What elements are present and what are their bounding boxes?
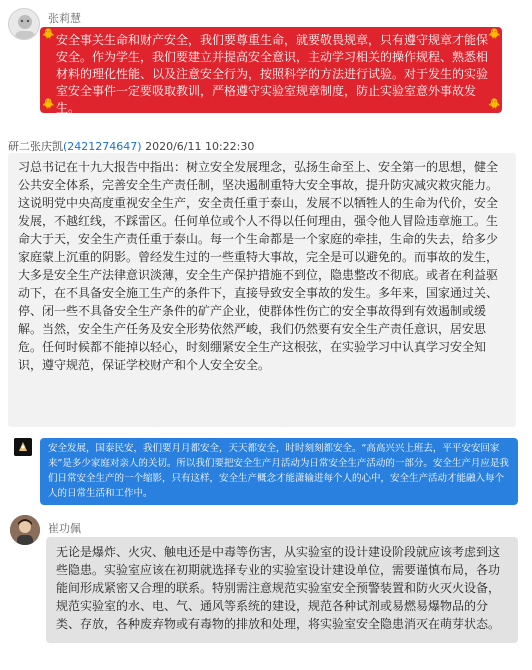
avatar[interactable] xyxy=(10,515,40,545)
sender-name: 张莉慧 xyxy=(48,12,81,25)
avatar[interactable] xyxy=(14,438,32,456)
user-avatar-icon xyxy=(14,438,32,456)
message-bubble[interactable] xyxy=(46,537,518,643)
message-bubble[interactable] xyxy=(8,153,516,427)
user-avatar-icon xyxy=(9,9,40,40)
bubble-decoration-icon: 🐥 xyxy=(42,99,55,110)
bubble-decoration-icon: 🐥 xyxy=(488,29,501,40)
sender-id-link[interactable]: (2421274647) xyxy=(63,140,142,153)
message-text: 无论是爆炸、火灾、触电还是中毒等伤害，从实验室的设计建设阶段就应该考虑到这些隐患。实验室应该在初期就选择专业的实验室设计建设单位，需要谨慎布局，各功能间形成紧密又合理的联系。特别需注意规范实验室安全预警装置和防火灭火设备，规范实验室的水、电、气、通风等系统的建设，规范各种试剂或易燃易爆物品的分类、存放，各种废弃物或有毒物的排放和处理，将实验室安全隐患消灭在萌芽状态。 xyxy=(56,545,501,631)
avatar[interactable] xyxy=(8,8,40,40)
sender-name[interactable]: 研二张庆凯 xyxy=(8,140,63,153)
message-timestamp: 2020/6/11 10:22:30 xyxy=(145,140,255,153)
message-text: 习总书记在十九大报告中指出：树立安全发展理念，弘扬生命至上、安全第一的思想，健全公共安全体系，完善安全生产责任制，坚决遏制重特大安全事故，提升防灾减灾救灾能力。这说明党中央高度重视安全生产，安全责任重于泰山，发展不以牺牲人的生命为代价，安全发展，不越红线，不踩雷区。任何单位或个人不得以任何理由，强令他人冒险违章施工。生命大于天，安全生产责任重于泰山。每一个生命都是一个家庭的牵挂，生命的失去，给多少家庭蒙上沉重的阴影。曾经发生过的一些重特大事故，完全是可以避免的。而事故的发生，大多是安全生产法律意识淡薄，安全生产保护措施不到位，隐患整改不彻底。或者在利益驱动下，在不具备安全施工生产的条件下，直接导致安全事故的发生。多年来，国家通过关、停、闭一些不具备安全生产条件的矿产企业，使群体性伤亡的安全事故得到有效遏制或缓解。当然，安全生产任务及安全形势依然严峻，我们仍然要有安全生产责任意识，居安思危。任何时候都不能掉以轻心，时刻绷紧安全生产这根弦，在实验学习中认真学习安全知识，遵守规范，保证学校财产和个人安全安全。 xyxy=(18,160,499,372)
message-bubble[interactable] xyxy=(40,438,518,505)
user-avatar-icon xyxy=(10,515,40,545)
message-header xyxy=(8,138,254,154)
sender-name: 崔功佩 xyxy=(48,522,81,535)
bubble-decoration-icon: 🐥 xyxy=(42,29,55,40)
message-text: 安全事关生命和财产安全，我们要尊重生命，就要敬畏规章，只有遵守规章才能保安全。作为学生，我们要建立并提高安全意识，主动学习相关的操作规程、熟悉相材料的理化性能、以及注意安全行为，按照科学的方法进行试验。对于发生的实验室安全事件一定要吸取教训，严格遵守实验室规章制度，防止实验室意外事故发生。 xyxy=(56,33,489,115)
message-bubble[interactable] xyxy=(40,27,502,113)
bubble-decoration-icon: 🐥 xyxy=(488,99,501,110)
message-text: 安全发展，国泰民安，我们要月月都安全，天天都安全，时时刻刻都安全。“高高兴兴上班去，平平安安回家来”是多少家庭对亲人的关切。所以我们要把安全生产月活动为日常安全生产活动的一部分。安全生产月应是我们日常安全生产的一个缩影，只有这样，安全生产概念才能潇输进每个人的心中，安全生产活动才能融入每个人的日常生活和工作中。 xyxy=(48,443,509,499)
